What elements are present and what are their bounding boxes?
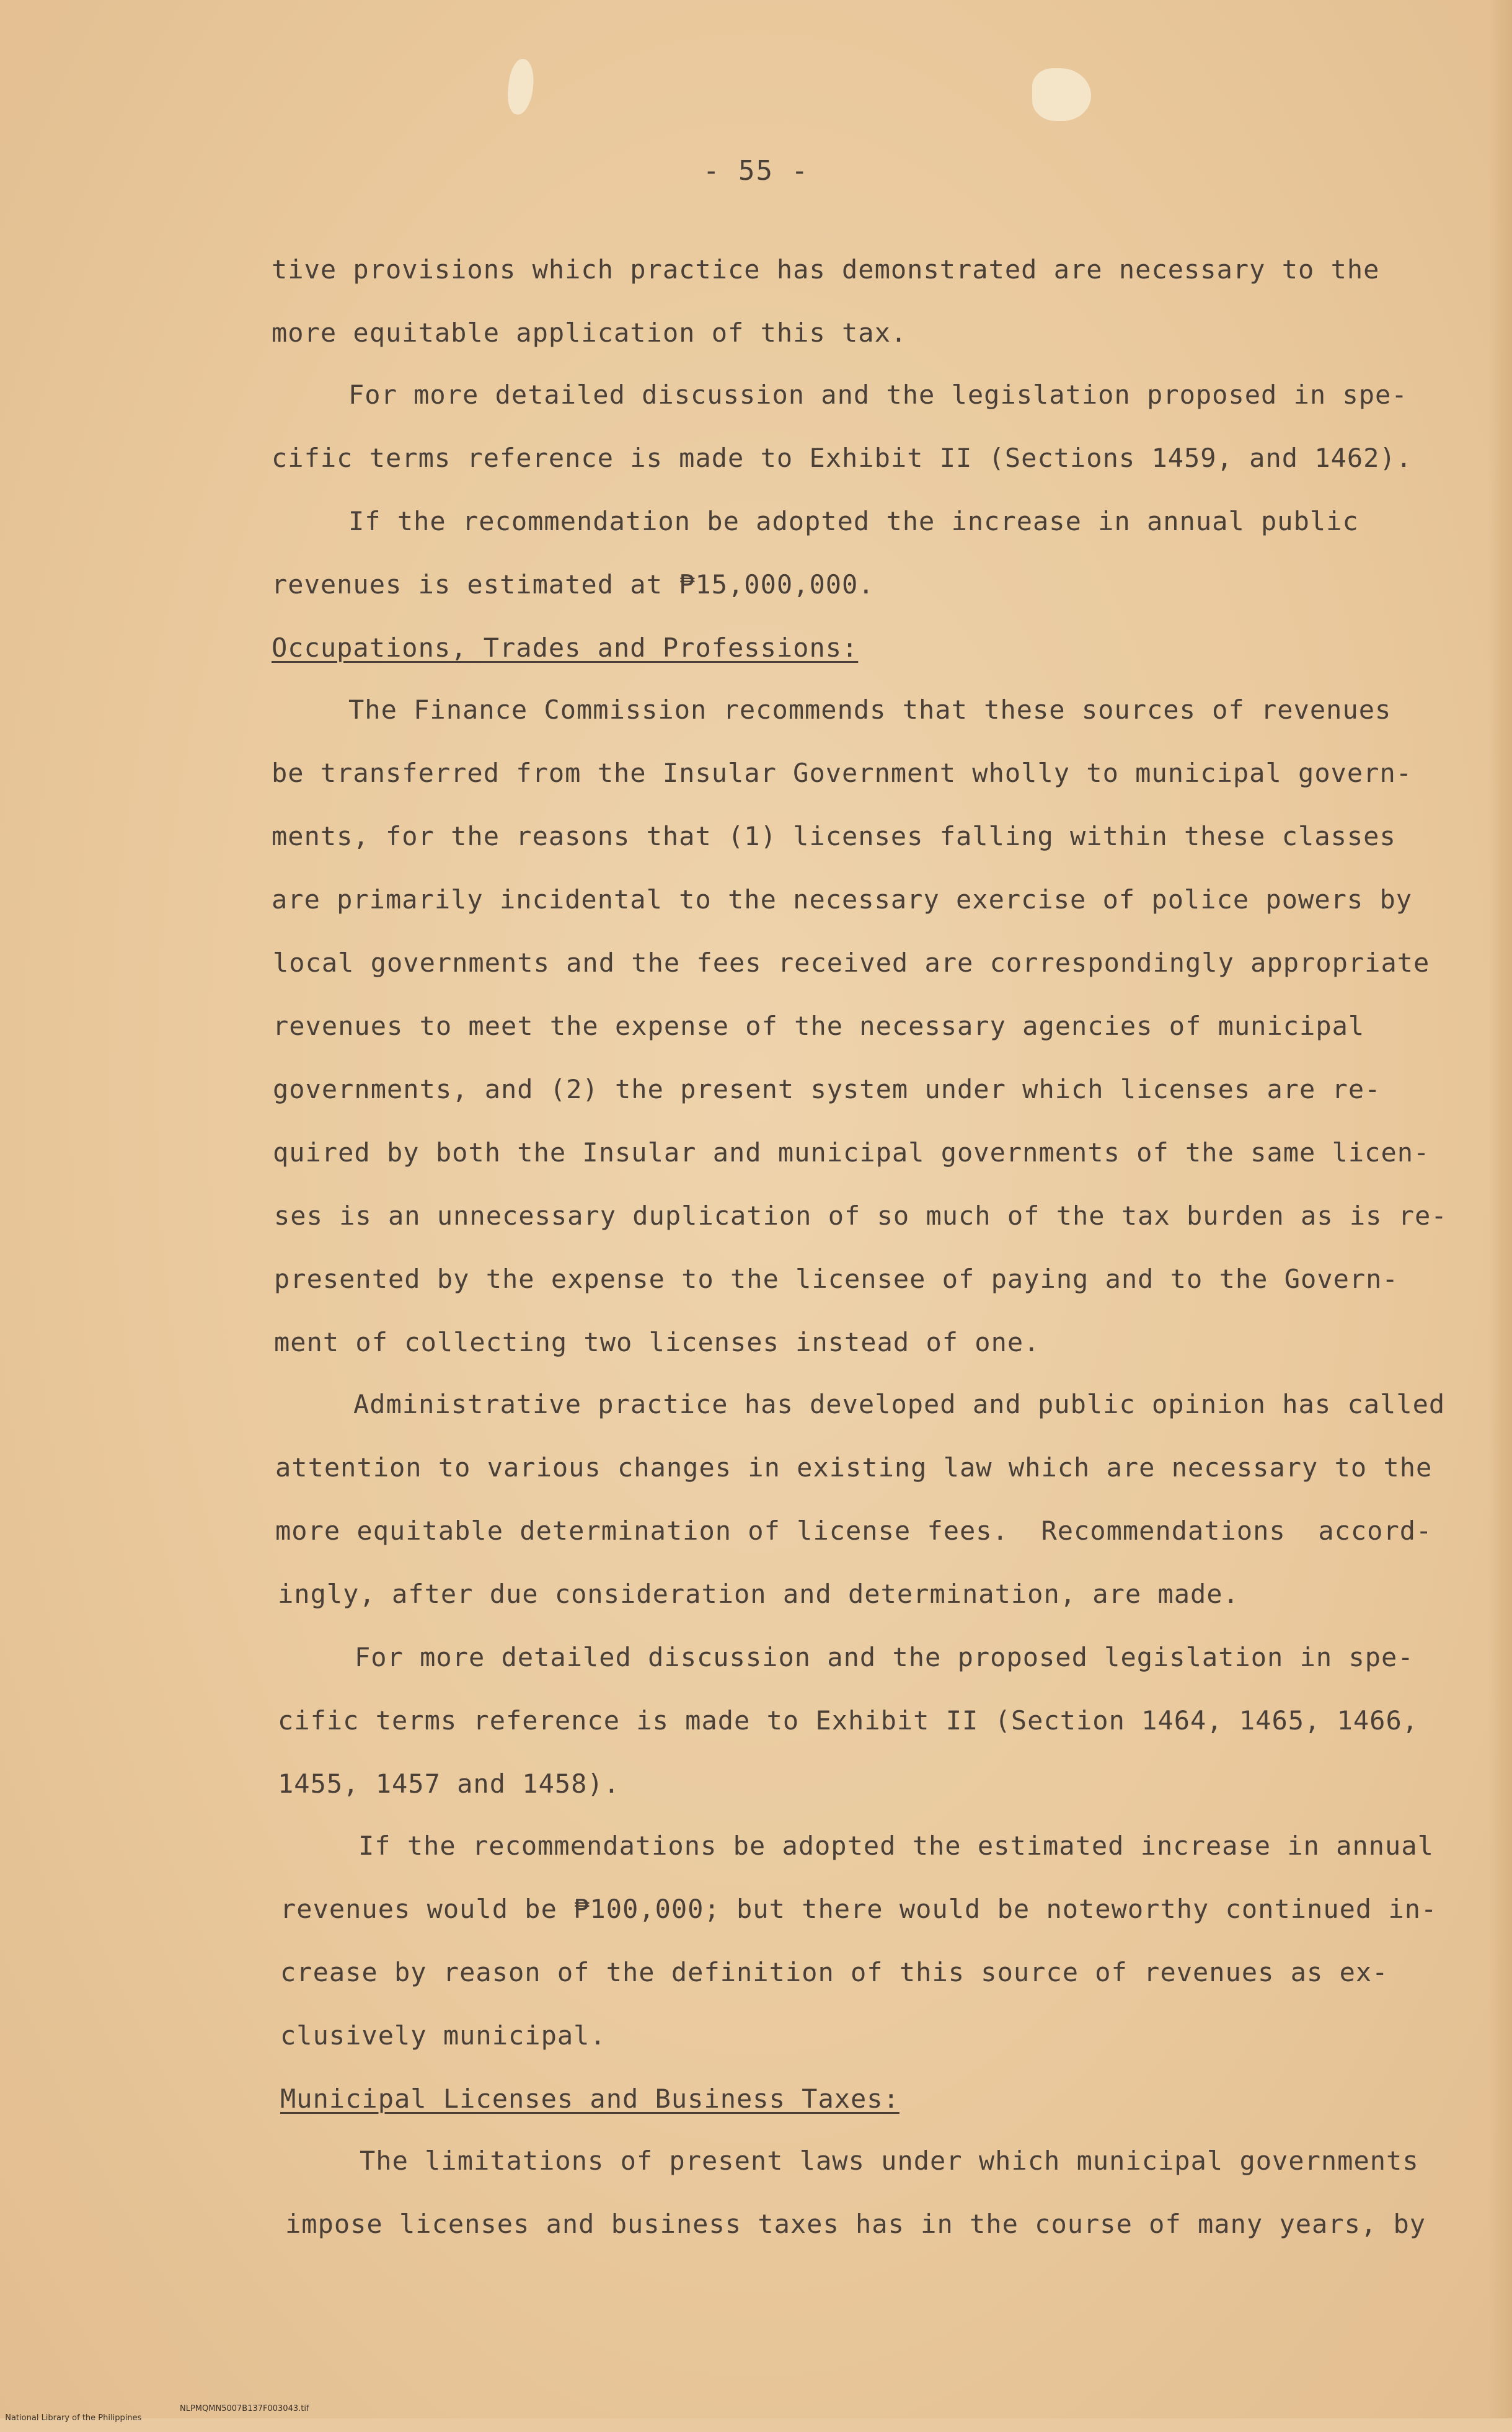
text-line: ments, for the reasons that (1) licenses falling within these classes — [272, 821, 1396, 851]
text-line: revenues would be ₱100,000; but there would be noteworthy continued in- — [280, 1894, 1438, 1924]
paper-edge — [1488, 0, 1512, 2418]
page-number: - 55 - — [703, 155, 809, 187]
text-line: Administrative practice has developed and public opinion has called — [353, 1389, 1446, 1419]
text-line: revenues is estimated at ₱15,000,000. — [272, 569, 875, 600]
text-line: presented by the expense to the licensee of paying and to the Govern- — [274, 1264, 1399, 1294]
text-line: tive provisions which practice has demonstrated are necessary to the — [272, 254, 1380, 285]
section-heading: Occupations, Trades and Professions: — [272, 632, 859, 663]
text-line: local governments and the fees received are correspondingly appropriate — [273, 948, 1430, 978]
text-line: ment of collecting two licenses instead of one. — [274, 1327, 1040, 1357]
text-line: quired by both the Insular and municipal governments of the same licen- — [273, 1137, 1430, 1168]
text-line: The limitations of present laws under which municipal governments — [360, 2146, 1419, 2176]
text-line: clusively municipal. — [280, 2020, 606, 2051]
text-line: If the recommendation be adopted the increase in annual public — [348, 506, 1359, 536]
text-line: impose licenses and business taxes has in the course of many years, by — [285, 2209, 1426, 2239]
text-line: crease by reason of the definition of this source of revenues as ex- — [280, 1957, 1389, 1987]
footer-filename: NLPMQMN5007B137F003043.tif — [180, 2404, 309, 2413]
text-line: more equitable determination of license fees. Recommendations accord- — [275, 1516, 1433, 1546]
section-heading: Municipal Licenses and Business Taxes: — [280, 2084, 900, 2114]
punch-hole-right — [1032, 68, 1091, 121]
footer-library: National Library of the Philippines — [5, 2413, 142, 2423]
text-line: The Finance Commission recommends that these sources of revenues — [348, 695, 1392, 725]
text-line: cific terms reference is made to Exhibit II (Sections 1459, and 1462). — [272, 443, 1413, 473]
text-line: attention to various changes in existing law which are necessary to the — [275, 1452, 1433, 1483]
text-line: are primarily incidental to the necessary exercise of police powers by — [272, 884, 1413, 915]
text-line: For more detailed discussion and the proposed legislation in spe- — [355, 1642, 1414, 1672]
text-line: ses is an unnecessary duplication of so much of the tax burden as is re- — [274, 1200, 1448, 1231]
text-line: revenues to meet the expense of the necessary agencies of municipal — [273, 1011, 1365, 1041]
text-line: governments, and (2) the present system under which licenses are re- — [273, 1074, 1381, 1104]
text-line: If the recommendations be adopted the estimated increase in annual — [358, 1831, 1434, 1861]
text-line: 1455, 1457 and 1458). — [278, 1769, 621, 1799]
text-line: For more detailed discussion and the legislation proposed in spe- — [348, 379, 1408, 410]
text-line: ingly, after due consideration and determination, are made. — [278, 1579, 1239, 1609]
text-line: more equitable application of this tax. — [272, 317, 908, 348]
text-line: cific terms reference is made to Exhibit II (Section 1464, 1465, 1466, — [278, 1705, 1419, 1736]
text-line: be transferred from the Insular Government wholly to municipal govern- — [272, 758, 1413, 788]
